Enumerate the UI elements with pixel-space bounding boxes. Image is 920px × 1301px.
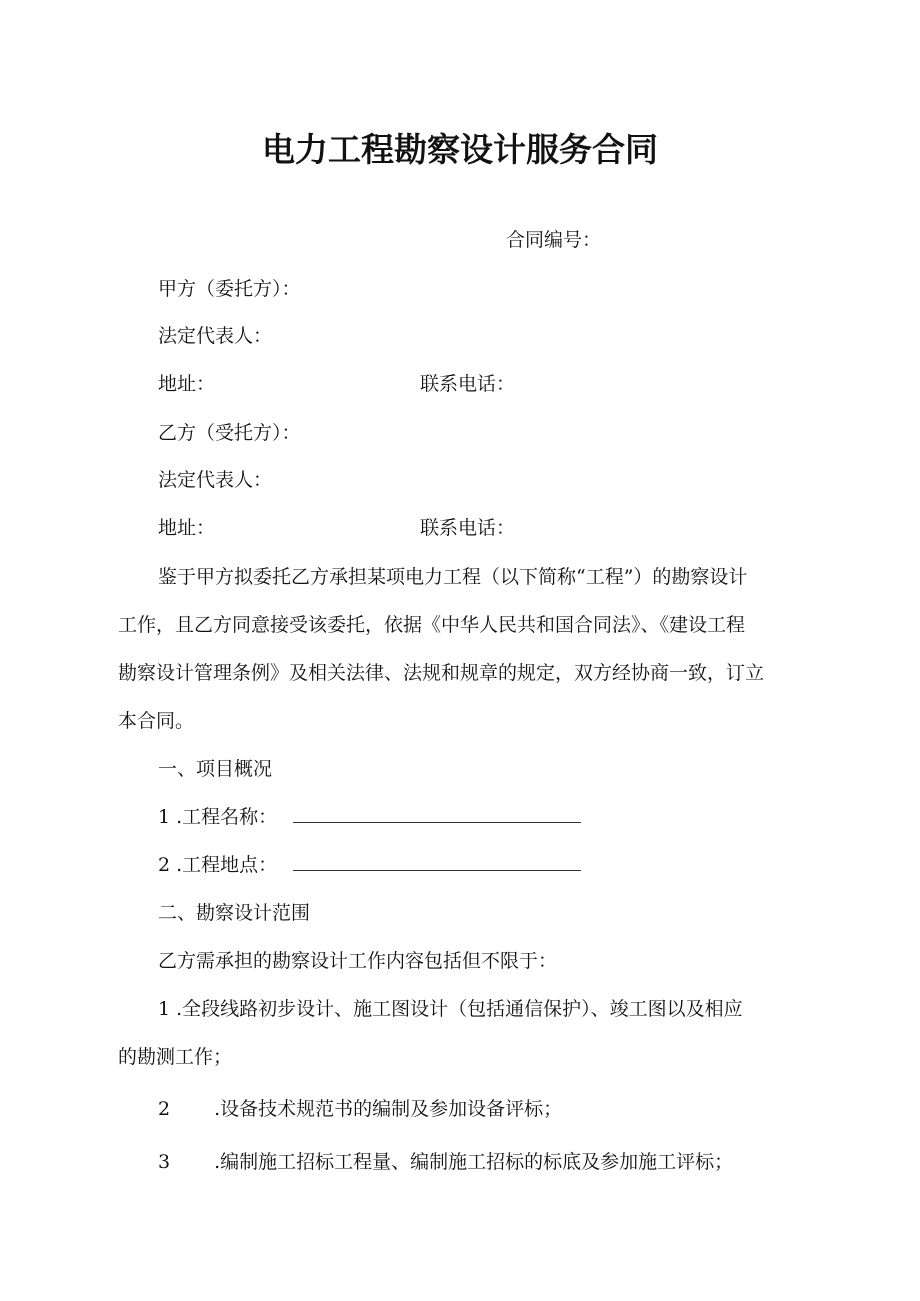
preamble-line-3: 勘察设计管理条例》及相关法律、法规和规章的规定，双方经协商一致，订立 <box>118 662 765 684</box>
project-location-number: 2 <box>158 854 171 876</box>
project-name-blank <box>293 804 581 823</box>
preamble-line-1: 鉴于甲方拟委托乙方承担某项电力工程（以下简称“工程”）的勘察设计 <box>158 566 748 588</box>
scope-item-1-line-1: 1 .全段线路初步设计、施工图设计（包括通信保护）、竣工图以及相应 <box>158 998 743 1020</box>
section-1-heading: 一、项目概况 <box>158 758 273 780</box>
scope-item-1-line-2: 的勘测工作； <box>118 1046 233 1068</box>
party-b-phone-label: 联系电话： <box>420 517 516 539</box>
project-name-label: .工程名称： <box>176 806 278 828</box>
party-b-address-label: 地址： <box>158 517 216 539</box>
page-title: 电力工程勘察设计服务合同 <box>262 130 658 169</box>
project-location-label: .工程地点： <box>176 854 278 876</box>
scope-item-3-number: 3 <box>158 1151 171 1173</box>
section-2-intro: 乙方需承担的勘察设计工作内容包括但不限于： <box>158 950 558 972</box>
project-location-blank <box>293 852 581 871</box>
project-name-row <box>158 803 581 831</box>
scope-item-2 <box>158 1095 562 1123</box>
party-b-representative-label: 法定代表人： <box>158 469 273 491</box>
project-location-row <box>158 851 581 879</box>
party-a-phone-label: 联系电话： <box>420 373 516 395</box>
scope-item-2-number: 2 <box>158 1098 171 1120</box>
party-b-label: 乙方（受托方）： <box>158 422 301 444</box>
party-a-label: 甲方（委托方）： <box>158 278 301 300</box>
scope-item-2-text: .设备技术规范书的编制及参加设备评标； <box>214 1098 563 1120</box>
preamble-line-4: 本合同。 <box>118 710 195 732</box>
preamble-line-2: 工作，且乙方同意接受该委托，依据《中华人民共和国合同法》、《建设工程 <box>118 614 746 636</box>
scope-item-3-text: .编制施工招标工程量、编制施工招标的标底及参加施工评标； <box>214 1151 734 1173</box>
party-a-address-label: 地址： <box>158 373 216 395</box>
section-2-heading: 二、勘察设计范围 <box>158 902 311 924</box>
project-name-number: 1 <box>158 806 171 828</box>
scope-item-3 <box>158 1148 733 1176</box>
party-a-representative-label: 法定代表人： <box>158 325 273 347</box>
contract-number-label: 合同编号： <box>506 229 602 251</box>
